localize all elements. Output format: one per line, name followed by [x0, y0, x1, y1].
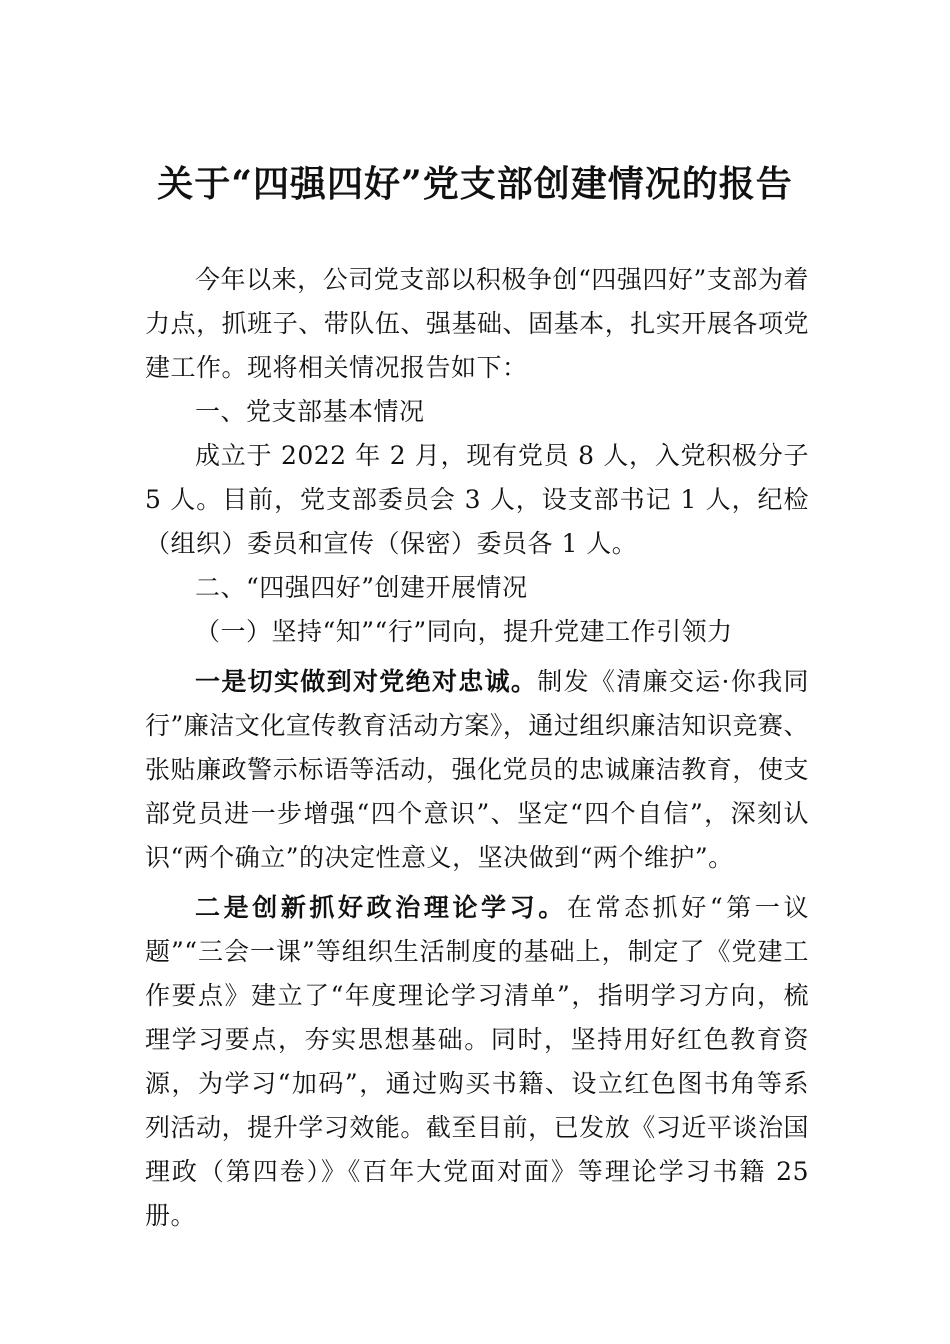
point-2-paragraph	[145, 886, 809, 1238]
document-body	[145, 258, 809, 1238]
point-1-text: 制发《清廉交运·你我同行”廉洁文化宣传教育活动方案》，通过组织廉洁知识竞赛、张贴廉政警示标语等活动，强化党员的忠诚廉洁教育，使支部党员进一步增强“四个意识”、坚定“四个自信”，深刻认识“两个确立”的决定性意义，坚决做到“两个维护”。	[145, 667, 809, 872]
intro-paragraph: 今年以来，公司党支部以积极争创“四强四好”支部为着力点，抓班子、带队伍、强基础、固基本，扎实开展各项党建工作。现将相关情况报告如下：	[145, 265, 809, 382]
point-2-lead: 二是创新抓好政治理论学习。	[195, 893, 567, 922]
point-1-lead: 一是切实做到对党绝对忠诚。	[195, 667, 538, 696]
point-1-paragraph	[145, 660, 809, 880]
document-title: 关于“四强四好”党支部创建情况的报告	[157, 163, 793, 205]
section-heading-creation: 二、“四强四好”创建开展情况	[195, 573, 528, 602]
subsection-heading-1: （一）坚持“知”“行”同向，提升党建工作引领力	[195, 617, 733, 646]
basic-info-paragraph: 成立于 2022 年 2 月，现有党员 8 人，入党积极分子 5 人。目前，党支部委员会 3 人，设支部书记 1 人，纪检（组织）委员和宣传（保密）委员各 1 人。	[145, 441, 809, 558]
point-2-text: 在常态抓好“第一议题”“三会一课”等组织生活制度的基础上，制定了《党建工作要点》建立了“年度理论学习清单”，指明学习方向，梳理学习要点，夯实思想基础。同时，坚持用好红色教育资源，为学习“加码”，通过购买书籍、设立红色图书角等系列活动，提升学习效能。截至目前，已发放《习近平谈治国理政（第四卷）》《百年大党面对面》等理论学习书籍 25 册。	[145, 893, 809, 1230]
section-heading-basic-info: 一、党支部基本情况	[195, 397, 425, 426]
